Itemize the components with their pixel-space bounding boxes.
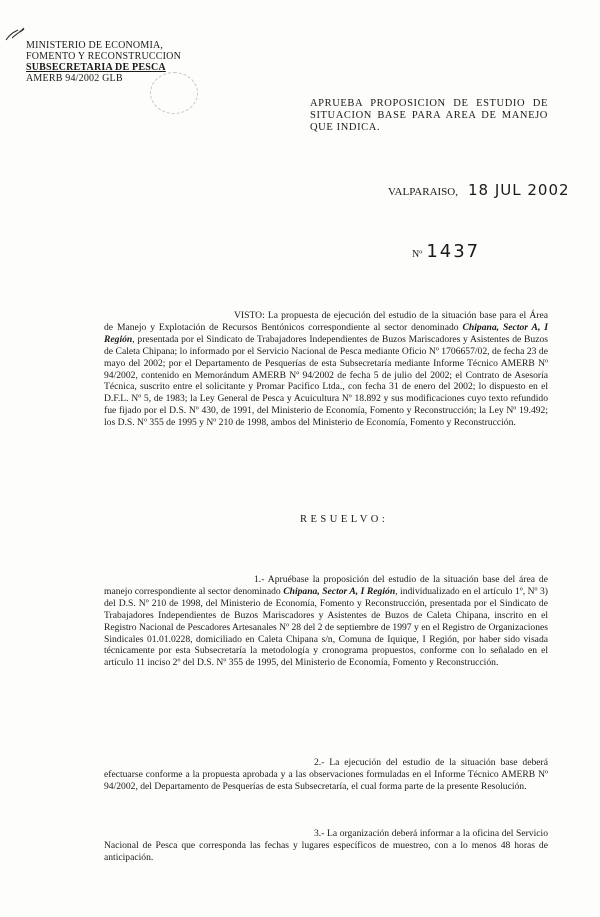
article-3-text: 3.- La organización deberá informar a la oficina del Servicio Nacional de Pesca que corresponda las fechas y lugares específicos de muestreo, con a lo menos 48 horas de anticipación. xyxy=(104,828,548,863)
article-1-sector: Chipana, Sector A, I Región xyxy=(283,585,396,597)
dateline-city: VALPARAISO, xyxy=(388,186,458,198)
article-2 xyxy=(104,757,548,793)
letterhead-ministry-2: FOMENTO Y RECONSTRUCCION xyxy=(26,51,182,62)
dateline-date-stamp: 18 JUL 2002 xyxy=(468,181,570,199)
visto-text-a: La propuesta de ejecución del estudio de la situación base para el Área de Manejo y Explotación de Recursos Bentónicos correspondiente al sector denominado xyxy=(104,310,548,333)
resuelvo-heading: RESUELVO: xyxy=(300,514,389,525)
article-2-text: 2.- La ejecución del estudio de la situación base deberá efectuarse conforme a la propuesta aprobada y a las observaciones formuladas en el Informe Técnico AMERB Nº 94/2002, del Departamento de Pesquerías de esta Subsecretaría, el cual forma parte de la presente Resolución. xyxy=(104,757,548,792)
resolution-subject: APRUEBA PROPOSICION DE ESTUDIO DE SITUACION BASE PARA AREA DE MANEJO QUE INDICA. xyxy=(310,98,548,133)
visto-paragraph xyxy=(104,310,548,429)
dateline xyxy=(388,181,570,199)
letterhead-subsecretaria: SUBSECRETARIA DE PESCA xyxy=(26,62,166,73)
letterhead-ministry: MINISTERIO DE ECONOMIA, xyxy=(26,40,164,51)
visto-sector: Chipana, Sector A, I Región xyxy=(104,321,548,345)
resolution-number-value: 1437 xyxy=(426,241,481,262)
article-1 xyxy=(104,574,548,669)
seal-stamp-icon xyxy=(150,72,198,114)
visto-text-b: , presentada por el Sindicato de Trabajadores Independientes de Buzos Mariscadores y Asistentes de Buzos de Caleta Chipana; lo informado por el Servicio Nacional de Pesca mediante Oficio Nº 1706657/02, de fecha 23 de mayo del 2002; por el Departamento de Pesquerías de esta Subsecretaría mediante Informe Técnico AMERB Nº 94/2002, contenido en Memorándum AMERB Nº 94/2002 de fecha 5 de julio del 2002; el Contrato de Asesoría Técnica, suscrito entre el solicitante y Promar Pacifico Ltda., con fecha 31 de enero del 2002; lo dispuesto en el D.F.L. Nº 5, de 1983; la Ley General de Pesca y Acuicultura Nº 18.892 y sus modificaciones cuyo texto refundido fue fijado por el D.S. Nº 430, de 1991, del Ministerio de Economía, Fomento y Reconstrucción; la Ley Nº 19.492; los D.S. Nº 355 de 1995 y Nº 210 de 1998, ambos del Ministerio de Economía, Fomento y Reconstrucción. xyxy=(104,333,548,429)
visto-lead: VISTO: xyxy=(234,310,265,321)
article-1-text-b: , individualizado en el artículo 1º, Nº 3) del D.S. Nº 210 de 1998, del Ministerio de Economía, Fomento y Reconstrucción, presentada por el Sindicato de Trabajadores Independientes de Buzos Mariscadores y Asistentes de Buzos de Caleta Chipana, inscrito en el Registro Nacional de Pescadores Artesanales Nº 28 del 2 de septiembre de 1997 y en el Registro de Organizaciones Sindicales 01.01.0228, domiciliado en Caleta Chipana s/n, Comuna de Iquique, I Región, por haber sido visada técnicamente por esta Subsecretaría la metodología y cronograma propuestos, conforme con lo señalado en el artículo 11 inciso 2º del D.S. Nº 355 de 1995, del Ministerio de Economía, Fomento y Reconstrucción. xyxy=(104,585,548,669)
article-3 xyxy=(104,828,548,864)
resolution-number xyxy=(412,241,480,262)
article-1-text-a: 1.- Apruébase la proposición del estudio de la situación base del área de manejo correspondiente al sector denominado xyxy=(104,574,548,597)
resolution-number-label: Nº xyxy=(412,249,423,260)
letterhead-reference: AMERB 94/2002 GLB xyxy=(26,73,123,84)
handwritten-mark-icon xyxy=(4,24,28,44)
